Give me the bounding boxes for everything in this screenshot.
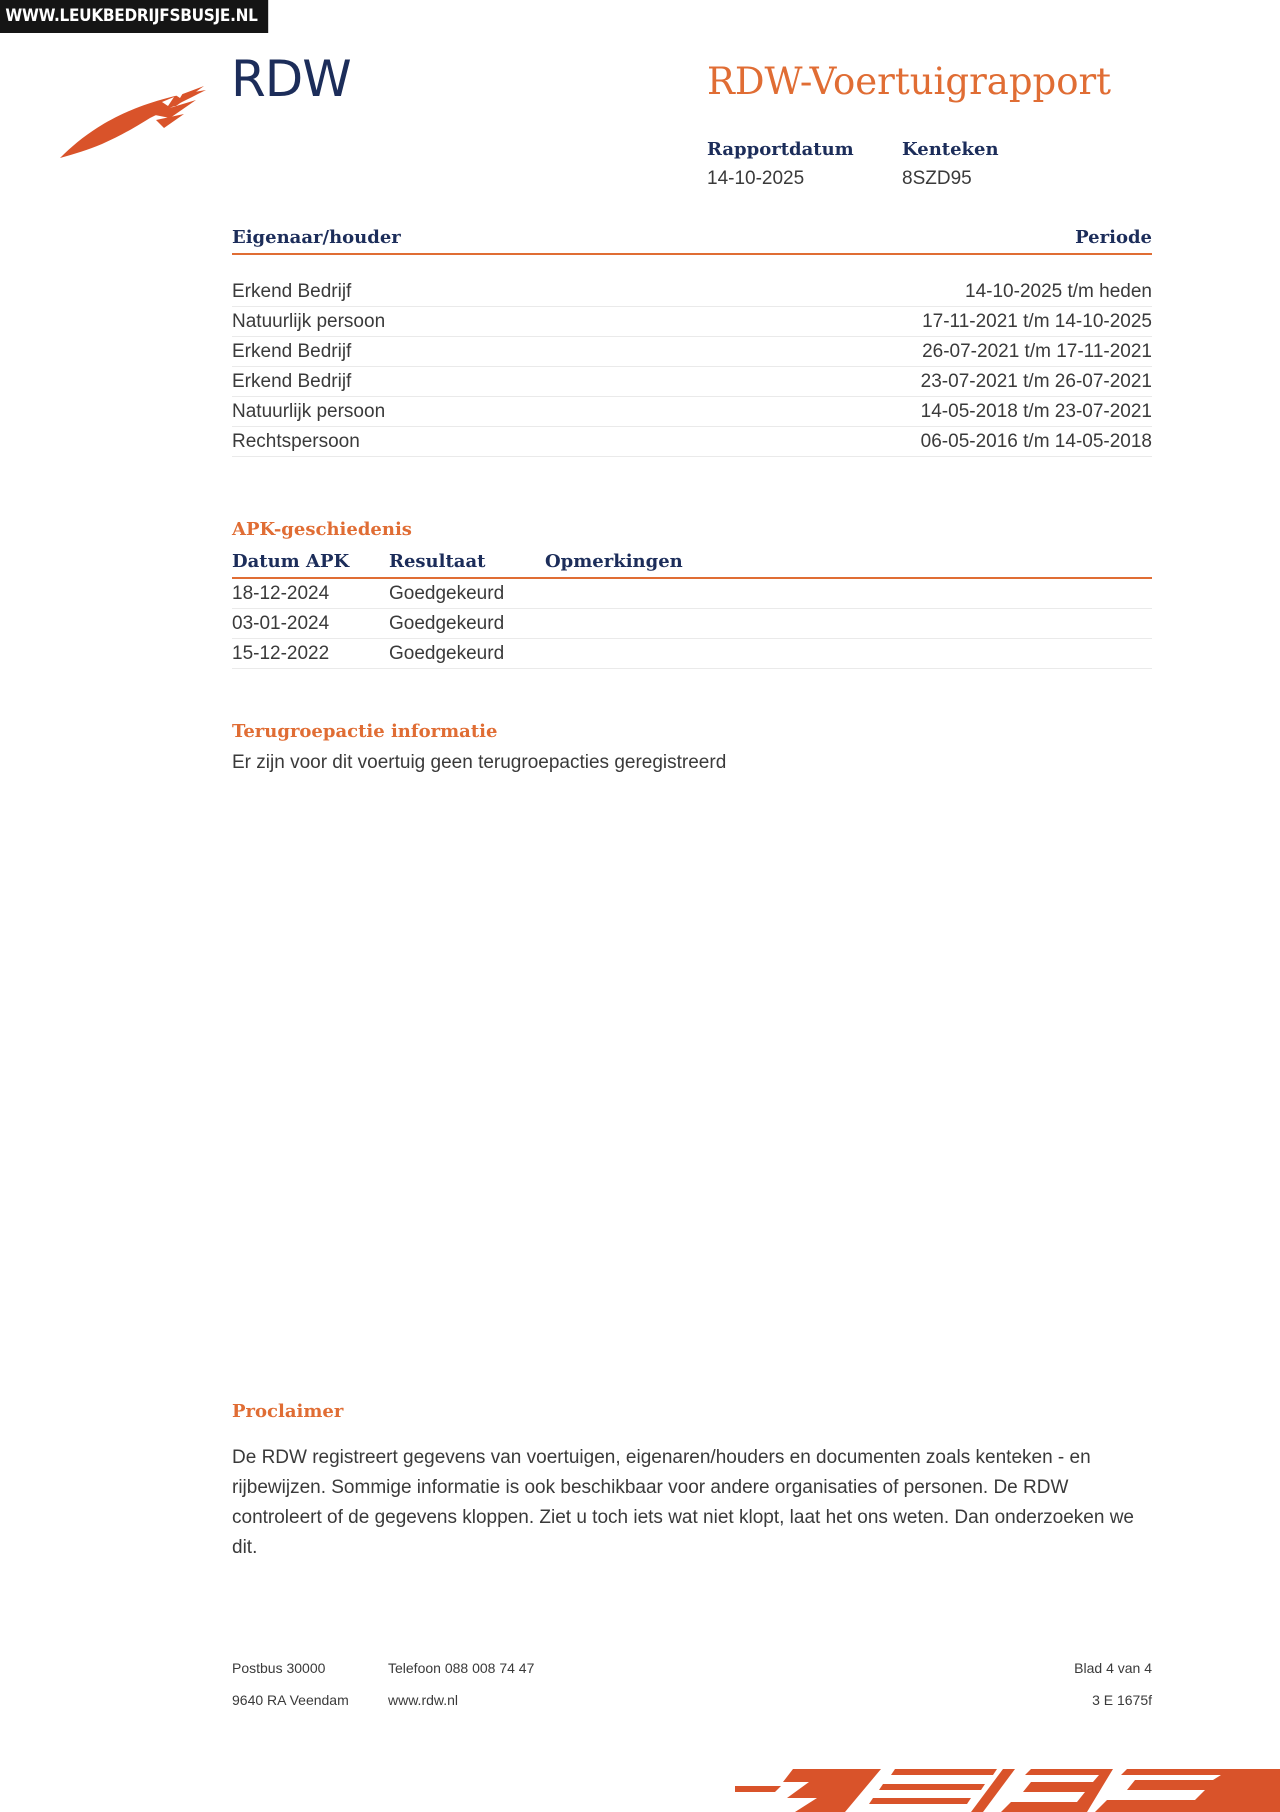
period-column-header: Periode — [1075, 227, 1152, 248]
owner-type: Erkend Bedrijf — [232, 281, 352, 302]
owner-row — [232, 367, 1152, 397]
recall-title: Terugroepactie informatie — [232, 721, 498, 742]
owner-type: Erkend Bedrijf — [232, 371, 352, 392]
proclaimer-title: Proclaimer — [232, 1401, 344, 1422]
proclaimer-text: De RDW registreert gegevens van voertuigen, eigenaren/houders en documenten zoals kenteken - en rijbewijzen. Sommige informatie is ook beschikbaar voor andere organisaties of personen. De RDW controleert of de gegevens kloppen. Ziet u toch iets wat niet klopt, laat het ons weten. Dan onderzoeken we dit. — [232, 1447, 1134, 1558]
apk-row — [232, 639, 1152, 669]
owner-period: 23-07-2021 t/m 26-07-2021 — [920, 371, 1152, 392]
apk-date: 15-12-2022 — [232, 643, 330, 664]
owner-column-header: Eigenaar/houder — [232, 227, 401, 248]
owner-type: Natuurlijk persoon — [232, 401, 386, 422]
footer-postbus: Postbus 30000 — [232, 1660, 326, 1676]
apk-result: Goedgekeurd — [389, 643, 505, 664]
apk-result: Goedgekeurd — [389, 613, 505, 634]
owner-period: 17-11-2021 t/m 14-10-2025 — [922, 311, 1152, 332]
rdw-logo-text: RDW — [231, 50, 351, 108]
owner-type: Rechtspersoon — [232, 431, 360, 452]
owner-row — [232, 427, 1152, 457]
rdw-stripes-footer-art-icon — [735, 1760, 1280, 1812]
footer-code: 3 E 1675f — [1092, 1692, 1152, 1708]
footer-phone: Telefoon 088 008 74 47 — [388, 1660, 535, 1676]
owners-section — [232, 223, 1152, 457]
apk-notes-column-header: Opmerkingen — [545, 551, 683, 572]
footer-page-number: Blad 4 van 4 — [1074, 1660, 1152, 1676]
report-title: RDW-Voertuigrapport — [707, 60, 1112, 103]
apk-result: Goedgekeurd — [389, 583, 505, 604]
report-date-label: Rapportdatum — [707, 139, 854, 160]
apk-row — [232, 579, 1152, 609]
plate-value: 8SZD95 — [902, 168, 972, 189]
recall-text: Er zijn voor dit voertuig geen terugroepacties geregistreerd — [232, 752, 727, 773]
footer-city: 9640 RA Veendam — [232, 1692, 349, 1708]
rdw-wing-logo-icon — [58, 80, 208, 160]
apk-date-column-header: Datum APK — [232, 551, 350, 572]
owner-row — [232, 337, 1152, 367]
owner-row — [232, 397, 1152, 427]
owner-type: Erkend Bedrijf — [232, 341, 352, 362]
owner-period: 14-05-2018 t/m 23-07-2021 — [920, 401, 1152, 422]
apk-result-column-header: Resultaat — [389, 551, 486, 572]
apk-section — [232, 547, 1152, 669]
owners-table-header — [232, 223, 1152, 255]
apk-table-header — [232, 547, 1152, 579]
footer-website: www.rdw.nl — [388, 1692, 459, 1708]
apk-title: APK-geschiedenis — [232, 519, 412, 540]
owner-period: 06-05-2016 t/m 14-05-2018 — [920, 431, 1152, 452]
apk-date: 18-12-2024 — [232, 583, 330, 604]
owner-row — [232, 277, 1152, 307]
apk-row — [232, 609, 1152, 639]
watermark-banner: WWW.LEUKBEDRIJFSBUSJE.NL — [0, 0, 268, 33]
plate-label: Kenteken — [902, 139, 999, 160]
owner-period: 26-07-2021 t/m 17-11-2021 — [922, 341, 1152, 362]
owner-row — [232, 307, 1152, 337]
report-date-value: 14-10-2025 — [707, 168, 805, 189]
owner-period: 14-10-2025 t/m heden — [965, 281, 1152, 302]
owner-type: Natuurlijk persoon — [232, 311, 386, 332]
apk-date: 03-01-2024 — [232, 613, 330, 634]
